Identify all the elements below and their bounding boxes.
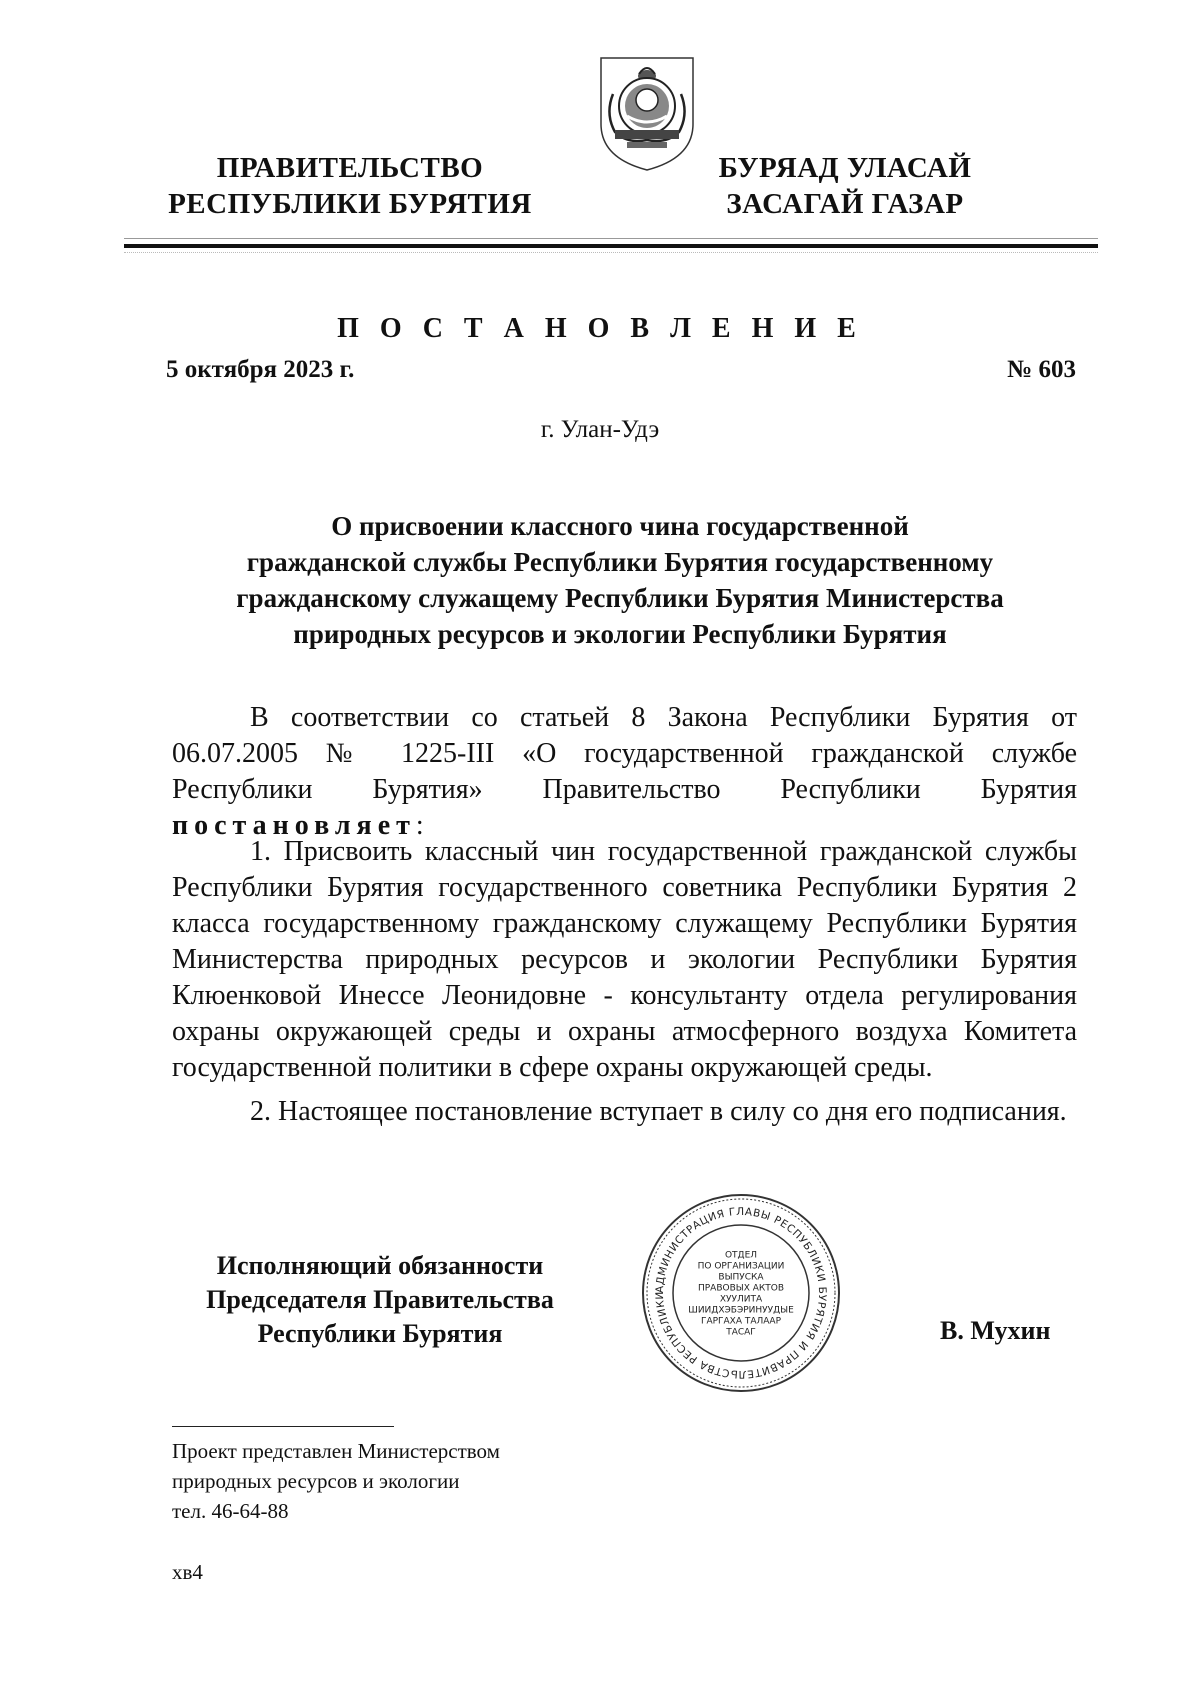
header-left-line2: РЕСПУБЛИКИ БУРЯТИЯ: [168, 188, 532, 220]
seal-center-line: ШИИДХЭБЭРИНУУДЫЕ: [688, 1305, 794, 1316]
subject-line: природных ресурсов и экологии Республики Бурятия: [293, 619, 947, 649]
seal-center-line: ГАРГАХА ТАЛААР: [700, 1316, 782, 1327]
header-divider-thick: [124, 244, 1098, 248]
preamble-paragraph: [172, 700, 1077, 844]
footer-divider: [172, 1426, 394, 1427]
header-left-line1: ПРАВИТЕЛЬСТВО: [216, 152, 484, 184]
seal-center-line: ХУУЛИТА: [719, 1294, 763, 1305]
header-right-block: [680, 150, 1010, 222]
signatory-position: [170, 1249, 590, 1351]
item-2-paragraph: [172, 1094, 1077, 1130]
decree-suffix: :: [415, 810, 424, 841]
seal-center-line: ОТДЕЛ: [724, 1250, 758, 1261]
subject-line: гражданской службы Республики Бурятия государственному: [246, 547, 994, 577]
subject-line: О присвоении классного чина государственной: [331, 511, 909, 541]
position-line2: Председателя Правительства: [206, 1285, 554, 1314]
footer-phone: тел. 46-64-88: [172, 1499, 289, 1523]
footer-note: [172, 1436, 500, 1526]
item-1-text: 1. Присвоить классный чин государственной гражданской службы Республики Бурятия государственного советника Республики Бурятия 2 класса государственному гражданскому служащему Республики Бурятия Министерства природных ресурсов и экологии Республики Бурятия Клюенковой Инессе Леонидовне - консультанту отдела регулирования охраны окружающей среды и охраны атмосферного воздуха Комитета государственной политики в сфере охраны окружающей среды.: [172, 836, 1077, 1083]
subject-line: гражданскому служащему Республики Бурятия Министерства: [236, 583, 1004, 613]
preamble-text: В соответствии со статьей 8 Закона Республики Бурятия от 06.07.2005 № 1225-III «О государственной гражданской службе Республики Бурятия» Правительство Республики Бурятия: [172, 702, 1077, 805]
footer-line1: Проект представлен Министерством: [172, 1439, 500, 1463]
header-divider-thin: [124, 238, 1098, 239]
footer-line2: природных ресурсов и экологии: [172, 1469, 460, 1493]
svg-text:АДМИНИСТРАЦИЯ ГЛАВЫ РЕСПУБЛИКИ: АДМИНИСТРАЦИЯ ГЛАВЫ РЕСПУБЛИКИ БУРЯТИЯ И ПРАВИТЕЛЬСТВА РЕСПУБЛИКИ: [653, 1205, 829, 1381]
signatory-name: В. Мухин: [940, 1316, 1051, 1345]
seal-center-line: ПРАВОВЫХ АКТОВ: [697, 1283, 785, 1294]
item-1-paragraph: [172, 834, 1077, 1086]
header-left-block: [150, 150, 550, 222]
header-divider-dotted: [124, 252, 1098, 253]
document-subject: [160, 508, 1080, 652]
header-right-line1: БУРЯАД УЛАСАЙ: [718, 152, 972, 184]
official-round-seal-icon: [640, 1192, 842, 1394]
seal-center-line: ТАСАГ: [726, 1327, 756, 1338]
seal-center-line: ПО ОРГАНИЗАЦИИ: [697, 1261, 785, 1272]
document-code: хв4: [172, 1560, 203, 1584]
document-city: г. Улан-Удэ: [540, 416, 660, 443]
decree-word: постановляет: [172, 810, 416, 841]
position-line3: Республики Бурятия: [257, 1319, 503, 1348]
item-2-text: 2. Настоящее постановление вступает в силу со дня его подписания.: [250, 1096, 1067, 1127]
position-line1: Исполняющий обязанности: [216, 1251, 544, 1280]
header-right-line2: ЗАСАГАЙ ГАЗАР: [726, 188, 964, 220]
document-number: № 603: [1007, 356, 1076, 383]
seal-center-line: ВЫПУСКА: [718, 1272, 764, 1283]
document-date: 5 октября 2023 г.: [166, 356, 355, 383]
document-type-title: П О С Т А Н О В Л Е Н И Е: [337, 313, 863, 344]
